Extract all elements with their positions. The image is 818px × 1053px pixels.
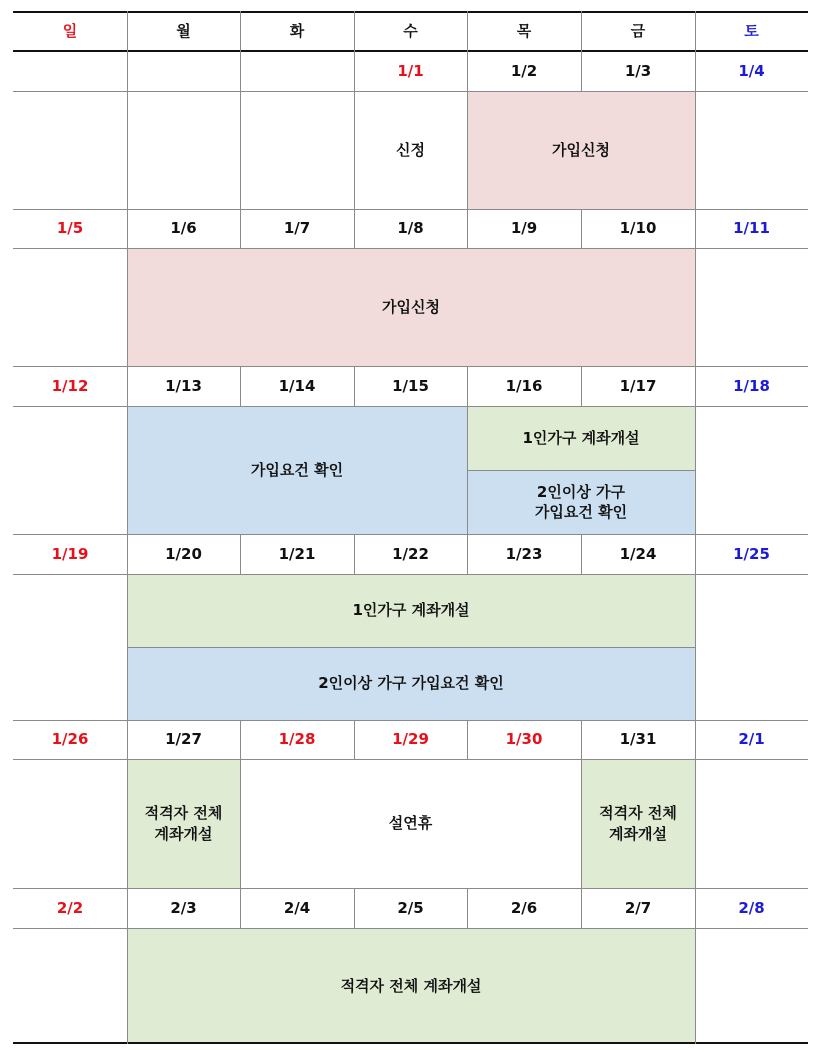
date-cell: 2/2 [56, 898, 84, 917]
grid-line [695, 209, 696, 248]
date-cell: 1/16 [505, 376, 543, 395]
grid-line [13, 759, 808, 760]
grid-line [695, 248, 696, 366]
grid-line [240, 759, 241, 888]
date-cell: 1/3 [624, 61, 652, 80]
weekday-tue: 화 [289, 21, 305, 40]
date-cell: 1/4 [738, 61, 765, 80]
date-cell: 1/15 [392, 376, 429, 395]
date-cell: 1/11 [733, 219, 770, 238]
grid-line [13, 248, 808, 249]
grid-line [13, 574, 808, 575]
grid-line [354, 11, 355, 91]
date-cell: 2/6 [510, 898, 538, 917]
table-top-border [13, 11, 808, 13]
grid-line [240, 366, 241, 406]
grid-line [695, 406, 696, 534]
date-cell: 1/21 [278, 544, 316, 563]
grid-line [13, 720, 808, 721]
event-signup-application: 가입신청 [467, 91, 695, 209]
grid-line [695, 11, 696, 91]
grid-line [354, 534, 355, 574]
event-eligibility-check: 가입요건 확인 [127, 406, 467, 534]
date-cell: 2/1 [738, 730, 765, 749]
date-cell: 1/27 [165, 730, 202, 749]
grid-line [695, 888, 696, 928]
date-cell: 1/14 [278, 376, 316, 395]
event-new-year-holiday: 신정 [396, 140, 425, 159]
date-cell: 1/18 [733, 376, 770, 395]
weekday-wed: 수 [403, 21, 418, 40]
grid-line [354, 91, 355, 209]
date-cell: 1/6 [170, 219, 197, 238]
date-cell: 1/29 [392, 730, 429, 749]
grid-line [240, 91, 241, 209]
event-all-eligible-account: 적격자 전체 계좌개설 [127, 759, 240, 888]
grid-line [13, 366, 808, 367]
event-multi-household-eligibility: 2인이상 가구 가입요건 확인 [127, 647, 695, 720]
grid-line [581, 888, 582, 928]
grid-line [127, 209, 128, 248]
weekday-mon: 월 [176, 21, 191, 40]
grid-line [127, 91, 128, 209]
date-cell: 2/7 [624, 898, 652, 917]
grid-line [581, 11, 582, 91]
grid-line [467, 720, 468, 759]
grid-line [467, 470, 695, 471]
grid-line [695, 574, 696, 720]
grid-line [127, 574, 128, 720]
event-multi-household-eligibility: 2인이상 가구 가입요건 확인 [467, 470, 695, 534]
grid-line [127, 534, 128, 574]
event-all-eligible-account: 적격자 전체 계좌개설 [581, 759, 695, 888]
weekday-sun: 일 [62, 21, 78, 40]
grid-line [127, 647, 695, 648]
grid-line [127, 759, 128, 888]
weekday-fri: 금 [630, 21, 646, 40]
grid-line [127, 888, 128, 928]
date-cell [240, 51, 354, 91]
date-cell: 1/8 [397, 219, 424, 238]
grid-line [695, 928, 696, 1044]
grid-line [695, 534, 696, 574]
weekday-thu: 목 [516, 21, 532, 40]
event-all-eligible-account: 적격자 전체 계좌개설 [127, 928, 695, 1044]
date-cell: 2/4 [283, 898, 311, 917]
grid-line [354, 888, 355, 928]
event-single-household-account: 1인가구 계좌개설 [127, 574, 695, 647]
date-cell: 1/9 [510, 219, 538, 238]
date-cell: 1/5 [56, 219, 84, 238]
date-cell [127, 51, 240, 91]
date-cell: 1/19 [51, 544, 89, 563]
grid-line [13, 91, 808, 92]
grid-line [695, 366, 696, 406]
grid-line [581, 534, 582, 574]
date-cell: 2/3 [170, 898, 197, 917]
grid-line [127, 11, 128, 91]
grid-line [13, 406, 808, 407]
grid-line [467, 888, 468, 928]
calendar [13, 11, 808, 1044]
event-lunar-new-year-holiday: 설연휴 [388, 814, 433, 833]
date-cell: 1/30 [505, 730, 543, 749]
date-cell: 1/2 [510, 61, 538, 80]
grid-line [13, 534, 808, 535]
grid-line [467, 91, 468, 209]
grid-line [467, 406, 468, 534]
grid-line [467, 11, 468, 91]
grid-line [13, 928, 808, 929]
date-cell: 1/25 [733, 544, 770, 563]
grid-line [127, 366, 128, 406]
date-cell: 1/17 [619, 376, 657, 395]
grid-line [13, 888, 808, 889]
grid-line [695, 91, 696, 209]
grid-line [467, 534, 468, 574]
grid-line [13, 209, 808, 210]
grid-line [127, 248, 128, 366]
grid-line [695, 759, 696, 888]
date-cell: 1/20 [165, 544, 202, 563]
grid-line [695, 720, 696, 759]
date-cell: 1/26 [51, 730, 89, 749]
date-cell: 1/24 [619, 544, 657, 563]
grid-line [581, 759, 582, 888]
grid-line [354, 720, 355, 759]
table-bottom-border [13, 1042, 808, 1044]
grid-line [467, 209, 468, 248]
date-cell: 1/13 [165, 376, 202, 395]
grid-line [240, 720, 241, 759]
grid-line [581, 366, 582, 406]
header-bottom-border [13, 50, 808, 52]
date-cell: 2/8 [738, 898, 765, 917]
event-signup-application: 가입신청 [127, 248, 695, 366]
date-cell: 1/28 [278, 730, 316, 749]
date-cell: 1/7 [283, 219, 311, 238]
date-cell: 1/10 [619, 219, 657, 238]
grid-line [127, 928, 128, 1044]
grid-line [581, 720, 582, 759]
date-cell: 1/31 [619, 730, 657, 749]
date-cell [13, 51, 127, 91]
grid-line [240, 209, 241, 248]
grid-line [127, 406, 128, 534]
weekday-sat: 토 [744, 21, 759, 40]
event-single-household-account: 1인가구 계좌개설 [467, 406, 695, 470]
grid-line [240, 888, 241, 928]
grid-line [240, 534, 241, 574]
grid-line [354, 366, 355, 406]
grid-line [354, 209, 355, 248]
date-cell: 1/23 [505, 544, 543, 563]
date-cell: 1/12 [51, 376, 89, 395]
date-cell: 1/22 [392, 544, 429, 563]
grid-line [581, 209, 582, 248]
grid-line [467, 366, 468, 406]
grid-line [240, 11, 241, 91]
date-cell: 2/5 [397, 898, 424, 917]
grid-line [127, 720, 128, 759]
date-cell: 1/1 [397, 61, 424, 80]
